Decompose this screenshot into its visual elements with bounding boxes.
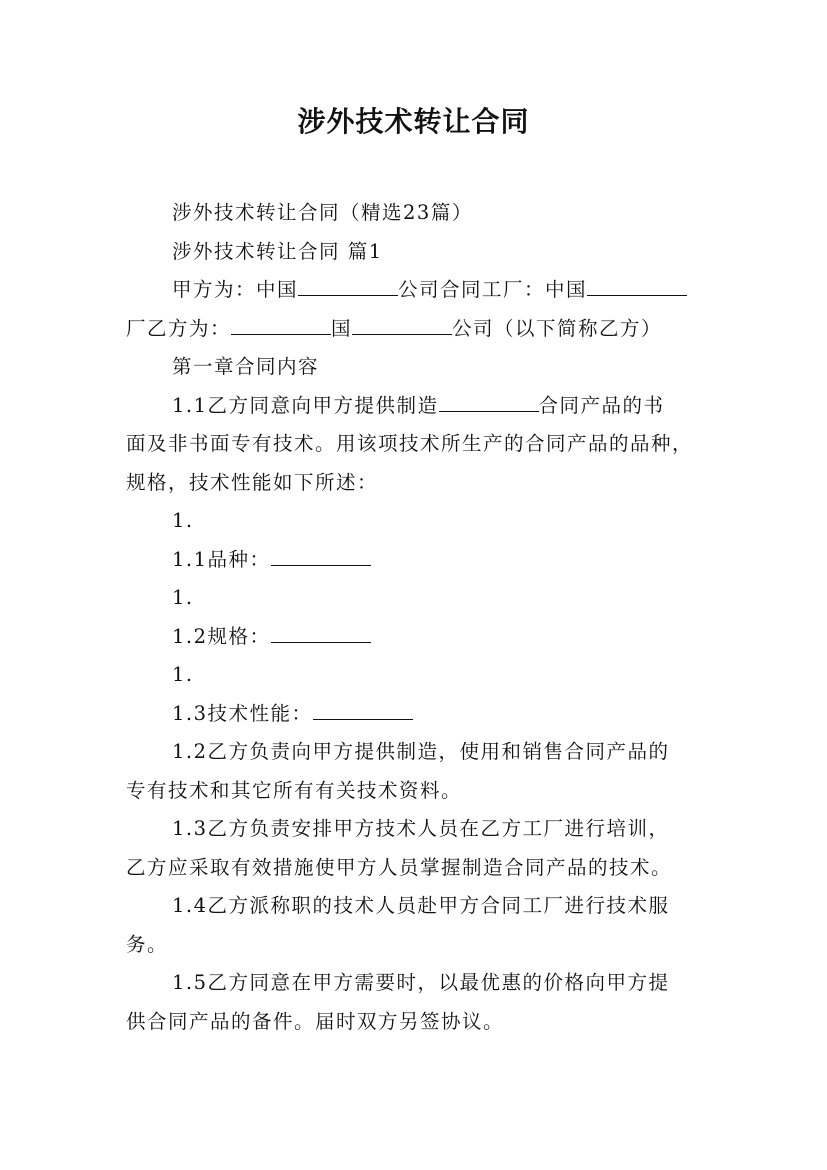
item-spec-label: 1.2规格： [172, 624, 271, 648]
clause-1-1-line-2: 面及非书面专有技术。用该项技术所生产的合同产品的品种， [126, 432, 694, 455]
item-marker-a: 1. [172, 509, 194, 532]
item-variety [126, 541, 710, 580]
clause-1-4-line-2: 务。 [126, 932, 169, 956]
clause-1-4-line-1: 1.4乙方派称职的技术人员赴甲方合同工厂进行技术服 [172, 894, 670, 917]
blank-field-variety [271, 543, 371, 566]
party-line-1 [126, 271, 710, 310]
document-body [126, 194, 710, 1041]
item-spec [126, 618, 710, 657]
clause-1-5-line-1: 1.5乙方同意在甲方需要时，以最优惠的价格向甲方提 [172, 971, 670, 994]
clause-1-1-after-blank: 合同产品的书 [538, 393, 665, 417]
clause-1-2-line-1: 1.2乙方负责向甲方提供制造，使用和销售合同产品的 [172, 740, 670, 763]
item-marker-b: 1. [172, 586, 194, 609]
section-heading: 涉外技术转让合同 篇1 [172, 239, 383, 263]
clause-1-1-line-3: 规格，技术性能如下所述： [126, 470, 379, 494]
clause-1-2-line-2: 专有技术和其它所有有关技术资料。 [126, 778, 463, 802]
blank-field-country [231, 312, 331, 335]
clause-1-1-line-1 [126, 387, 710, 426]
party-a-mid: 公司合同工厂：中国 [398, 278, 588, 301]
document-title: 涉外技术转让合同 [297, 105, 530, 138]
party-line-2-end: 公司（以下简称乙方） [452, 316, 663, 340]
blank-field-factory-location [587, 273, 687, 296]
document-subtitle: 涉外技术转让合同（精选23篇） [172, 201, 473, 224]
blank-field-spec [271, 620, 371, 643]
item-performance [126, 695, 710, 734]
clause-1-3-line-2: 乙方应采取有效措施使甲方人员掌握制造合同产品的技术。 [126, 855, 673, 879]
clause-1-5-line-2: 供合同产品的备件。届时双方另签协议。 [126, 1009, 505, 1033]
blank-field-product [439, 389, 539, 412]
blank-field-factory-name [298, 273, 398, 296]
party-line-2 [126, 310, 710, 349]
party-line-2-start: 厂乙方为： [126, 316, 232, 340]
party-a-prefix: 甲方为：中国 [172, 278, 299, 301]
item-marker-c: 1. [172, 663, 194, 686]
clause-1-1-start: 1.1乙方同意向甲方提供制造 [172, 393, 439, 417]
clause-1-3-line-1: 1.3乙方负责安排甲方技术人员在乙方工厂进行培训， [172, 817, 670, 840]
blank-field-performance [313, 697, 413, 720]
item-performance-label: 1.3技术性能： [172, 701, 313, 725]
party-line-2-mid: 国 [331, 316, 353, 340]
chapter-heading: 第一章合同内容 [172, 355, 320, 378]
item-variety-label: 1.1品种： [172, 547, 271, 571]
blank-field-company [352, 312, 452, 335]
